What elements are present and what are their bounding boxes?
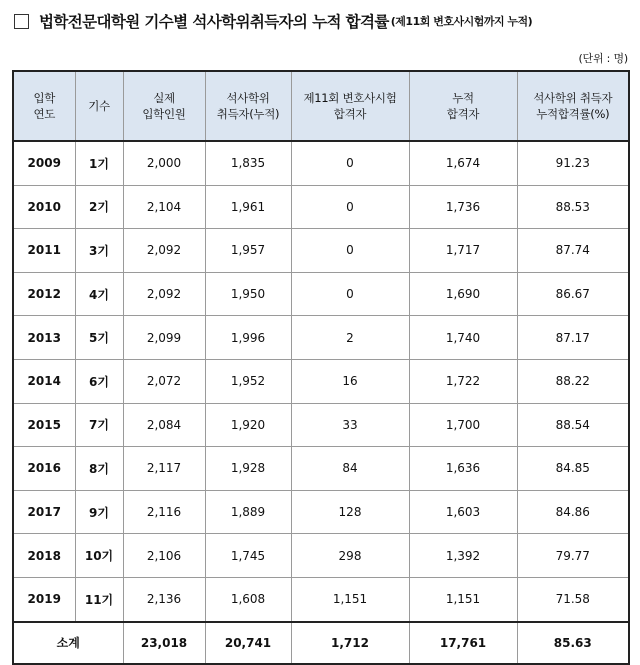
cell-rate: 87.74 bbox=[517, 229, 629, 273]
cell-cum-passed: 1,690 bbox=[409, 272, 517, 316]
cell-rate: 87.17 bbox=[517, 316, 629, 360]
total-degree: 20,741 bbox=[205, 622, 291, 664]
cell-passed11: 128 bbox=[291, 490, 409, 534]
title-main: 법학전문대학원 기수별 석사학위취득자의 누적 합격률 bbox=[39, 13, 389, 31]
table-row bbox=[13, 403, 629, 447]
cell-year: 2014 bbox=[13, 359, 75, 403]
cell-admitted: 2,104 bbox=[123, 185, 205, 229]
cell-year: 2018 bbox=[13, 534, 75, 578]
table-header-row bbox=[13, 71, 629, 141]
cell-admitted: 2,099 bbox=[123, 316, 205, 360]
cell-degree: 1,957 bbox=[205, 229, 291, 273]
cell-cum-passed: 1,717 bbox=[409, 229, 517, 273]
cell-generation: 10기 bbox=[75, 534, 123, 578]
cell-generation: 9기 bbox=[75, 490, 123, 534]
unit-label: (단위 : 명) bbox=[578, 52, 628, 65]
pass-rate-table bbox=[12, 70, 630, 665]
total-passed11: 1,712 bbox=[291, 622, 409, 664]
cell-generation: 3기 bbox=[75, 229, 123, 273]
cell-admitted: 2,000 bbox=[123, 141, 205, 185]
cell-cum-passed: 1,700 bbox=[409, 403, 517, 447]
cell-degree: 1,745 bbox=[205, 534, 291, 578]
cell-admitted: 2,116 bbox=[123, 490, 205, 534]
cell-generation: 11기 bbox=[75, 577, 123, 621]
table-row bbox=[13, 185, 629, 229]
cell-generation: 6기 bbox=[75, 359, 123, 403]
header-admitted: 실제 입학인원 bbox=[123, 71, 205, 141]
cell-admitted: 2,092 bbox=[123, 229, 205, 273]
table-row bbox=[13, 577, 629, 621]
cell-rate: 91.23 bbox=[517, 141, 629, 185]
cell-rate: 86.67 bbox=[517, 272, 629, 316]
cell-year: 2009 bbox=[13, 141, 75, 185]
header-rate: 석사학위 취득자 누적합격률(%) bbox=[517, 71, 629, 141]
cell-admitted: 2,084 bbox=[123, 403, 205, 447]
cell-degree: 1,835 bbox=[205, 141, 291, 185]
cell-passed11: 16 bbox=[291, 359, 409, 403]
table-total-row bbox=[13, 622, 629, 664]
cell-year: 2011 bbox=[13, 229, 75, 273]
cell-rate: 71.58 bbox=[517, 577, 629, 621]
cell-generation: 2기 bbox=[75, 185, 123, 229]
cell-passed11: 1,151 bbox=[291, 577, 409, 621]
title-subtitle: (제11회 변호사시험까지 누적) bbox=[390, 15, 533, 28]
cell-year: 2017 bbox=[13, 490, 75, 534]
cell-cum-passed: 1,674 bbox=[409, 141, 517, 185]
cell-generation: 1기 bbox=[75, 141, 123, 185]
cell-rate: 84.86 bbox=[517, 490, 629, 534]
cell-rate: 88.22 bbox=[517, 359, 629, 403]
cell-degree: 1,952 bbox=[205, 359, 291, 403]
cell-passed11: 0 bbox=[291, 229, 409, 273]
total-rate: 85.63 bbox=[517, 622, 629, 664]
cell-rate: 88.54 bbox=[517, 403, 629, 447]
total-label: 소계 bbox=[13, 622, 123, 664]
cell-rate: 84.85 bbox=[517, 447, 629, 491]
cell-admitted: 2,072 bbox=[123, 359, 205, 403]
cell-generation: 5기 bbox=[75, 316, 123, 360]
cell-passed11: 84 bbox=[291, 447, 409, 491]
cell-year: 2012 bbox=[13, 272, 75, 316]
cell-generation: 4기 bbox=[75, 272, 123, 316]
cell-passed11: 0 bbox=[291, 185, 409, 229]
cell-cum-passed: 1,740 bbox=[409, 316, 517, 360]
table-row bbox=[13, 490, 629, 534]
cell-admitted: 2,106 bbox=[123, 534, 205, 578]
table-row bbox=[13, 534, 629, 578]
table-row bbox=[13, 141, 629, 185]
cell-year: 2010 bbox=[13, 185, 75, 229]
cell-degree: 1,889 bbox=[205, 490, 291, 534]
cell-degree: 1,996 bbox=[205, 316, 291, 360]
table-row bbox=[13, 316, 629, 360]
cell-cum-passed: 1,603 bbox=[409, 490, 517, 534]
cell-passed11: 0 bbox=[291, 272, 409, 316]
cell-passed11: 298 bbox=[291, 534, 409, 578]
cell-degree: 1,608 bbox=[205, 577, 291, 621]
cell-admitted: 2,092 bbox=[123, 272, 205, 316]
cell-admitted: 2,117 bbox=[123, 447, 205, 491]
cell-cum-passed: 1,736 bbox=[409, 185, 517, 229]
total-admitted: 23,018 bbox=[123, 622, 205, 664]
checkbox-square-icon bbox=[14, 14, 29, 29]
table-row bbox=[13, 272, 629, 316]
cell-generation: 7기 bbox=[75, 403, 123, 447]
cell-year: 2013 bbox=[13, 316, 75, 360]
cell-degree: 1,950 bbox=[205, 272, 291, 316]
cell-degree: 1,928 bbox=[205, 447, 291, 491]
header-passed11: 제11회 변호사시험 합격자 bbox=[291, 71, 409, 141]
cell-admitted: 2,136 bbox=[123, 577, 205, 621]
cell-year: 2016 bbox=[13, 447, 75, 491]
cell-passed11: 0 bbox=[291, 141, 409, 185]
page-title bbox=[14, 8, 532, 34]
cell-year: 2015 bbox=[13, 403, 75, 447]
total-cum-passed: 17,761 bbox=[409, 622, 517, 664]
cell-generation: 8기 bbox=[75, 447, 123, 491]
cell-cum-passed: 1,392 bbox=[409, 534, 517, 578]
header-degree: 석사학위 취득자(누적) bbox=[205, 71, 291, 141]
table-row bbox=[13, 229, 629, 273]
cell-cum-passed: 1,722 bbox=[409, 359, 517, 403]
cell-rate: 79.77 bbox=[517, 534, 629, 578]
cell-passed11: 2 bbox=[291, 316, 409, 360]
cell-rate: 88.53 bbox=[517, 185, 629, 229]
header-year: 입학 연도 bbox=[13, 71, 75, 141]
cell-passed11: 33 bbox=[291, 403, 409, 447]
table-row bbox=[13, 359, 629, 403]
header-cum-passed: 누적 합격자 bbox=[409, 71, 517, 141]
cell-year: 2019 bbox=[13, 577, 75, 621]
cell-degree: 1,961 bbox=[205, 185, 291, 229]
cell-degree: 1,920 bbox=[205, 403, 291, 447]
header-generation: 기수 bbox=[75, 71, 123, 141]
cell-cum-passed: 1,151 bbox=[409, 577, 517, 621]
cell-cum-passed: 1,636 bbox=[409, 447, 517, 491]
table-row bbox=[13, 447, 629, 491]
